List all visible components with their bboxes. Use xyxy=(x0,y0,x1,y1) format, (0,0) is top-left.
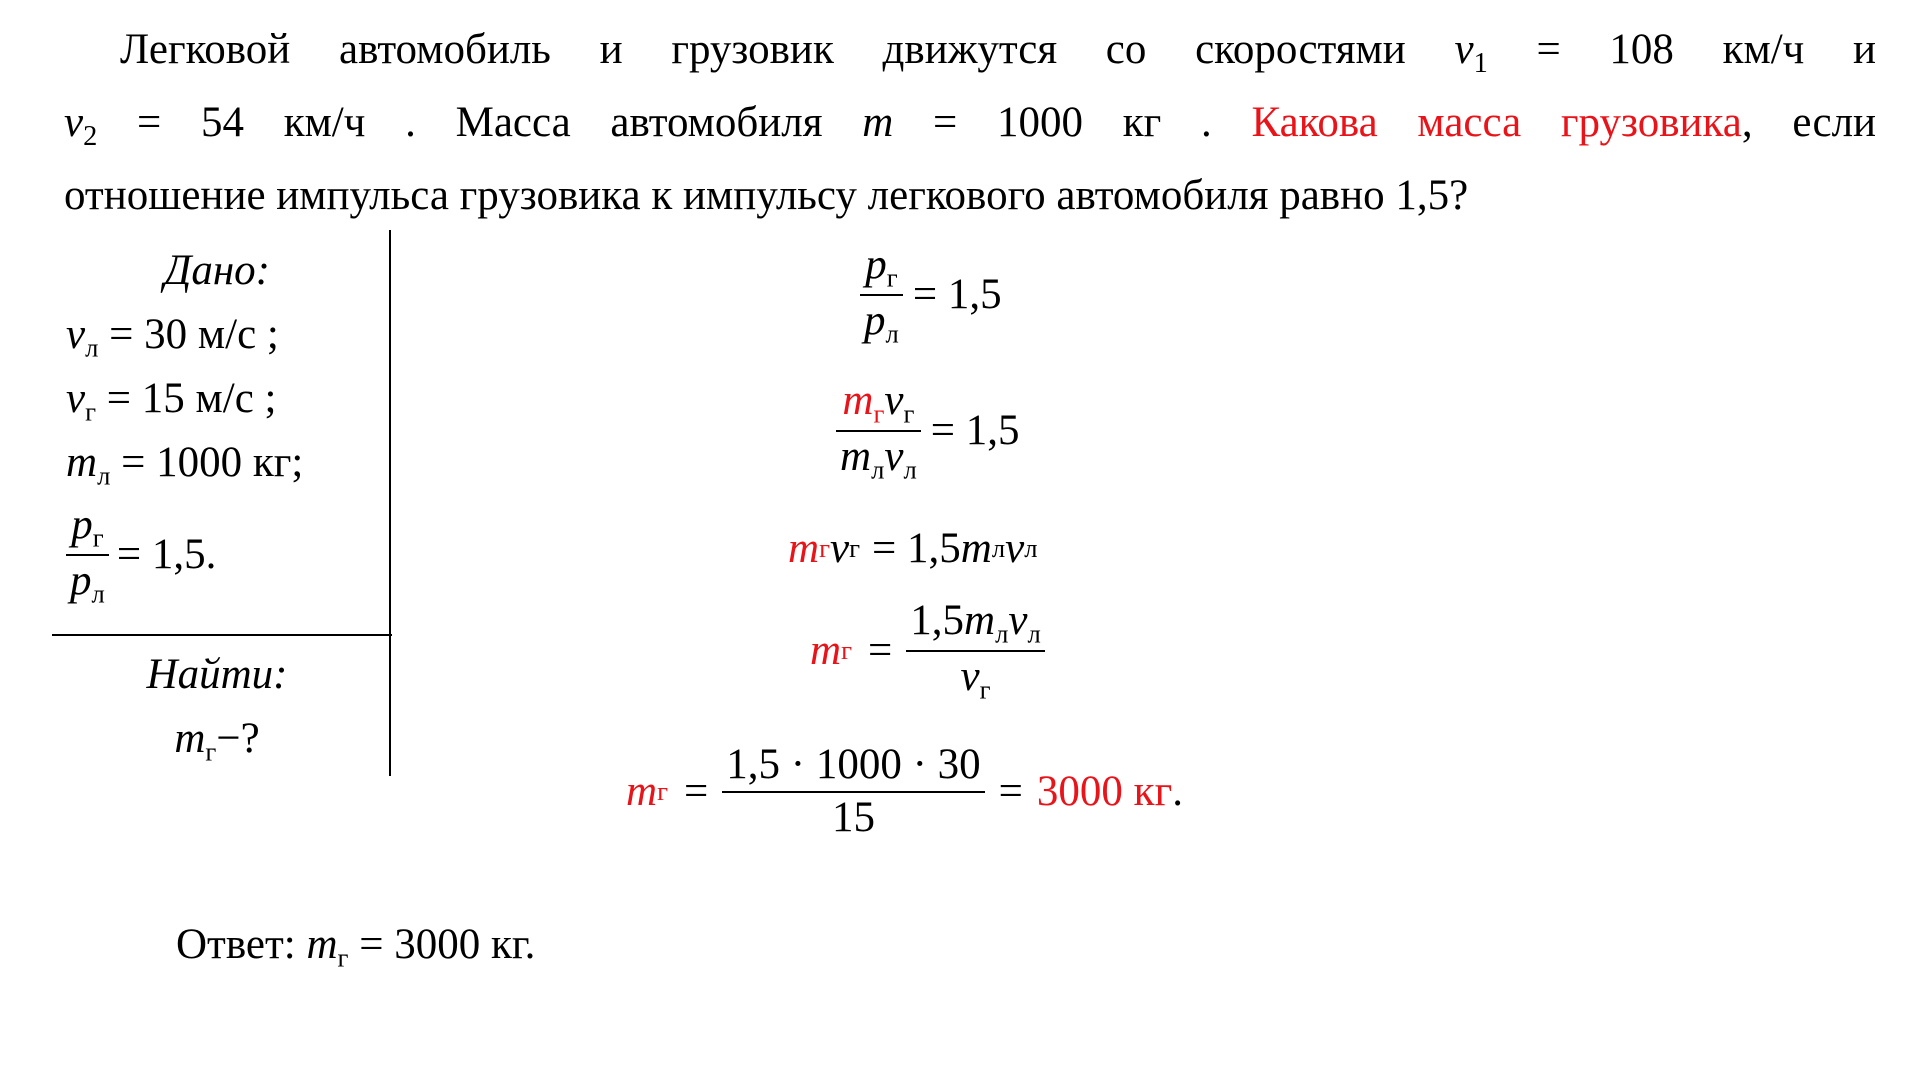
given-vertical-divider xyxy=(389,230,391,776)
eq4-m-subscript: г xyxy=(841,635,852,666)
find-item xyxy=(52,714,382,768)
conjunction: и xyxy=(1853,26,1877,73)
eq2-den-v-subscript: л xyxy=(903,454,917,485)
eq5-numerator: 1,5 · 1000 · 30 xyxy=(726,741,981,788)
eq5-fraction xyxy=(722,740,984,843)
v1-value: = 108 км/ч xyxy=(1536,26,1805,73)
answer-label: Ответ: xyxy=(176,921,296,968)
equation-5 xyxy=(626,740,1183,843)
question-highlight: Какова масса грузовика xyxy=(1251,99,1742,147)
v1-symbol: v xyxy=(1454,26,1474,73)
problem-line-3: отношение импульса грузовика к импульсу легкового автомобиля равно 1,5? xyxy=(64,172,1469,220)
v1-subscript: 1 xyxy=(1473,48,1488,80)
given-ratio-num-symbol: p xyxy=(71,501,93,548)
equation-2 xyxy=(836,376,1020,486)
eq3-equals: = 1,5 xyxy=(872,525,961,572)
eq3-v2-symbol: v xyxy=(1005,525,1025,572)
eq2-num-m-subscript: г xyxy=(873,398,885,429)
question-continuation: , если xyxy=(1741,99,1877,147)
given-v-l-subscript: л xyxy=(85,332,99,363)
given-ratio-den-symbol: p xyxy=(70,556,92,604)
eq2-den-m-subscript: л xyxy=(871,454,885,485)
m-symbol: m xyxy=(862,99,894,147)
eq3-m2-subscript: л xyxy=(991,533,1006,563)
given-title: Дано: xyxy=(163,247,270,294)
find-symbol: m xyxy=(174,715,206,762)
eq4-den-v-symbol: v xyxy=(960,652,980,700)
eq5-period: . xyxy=(1172,768,1183,816)
given-v-g xyxy=(66,374,276,428)
eq2-rhs: = 1,5 xyxy=(930,407,1020,455)
answer-m-subscript: г xyxy=(337,942,349,973)
eq3-m-subscript: г xyxy=(819,533,830,563)
eq5-m-symbol: m xyxy=(626,768,658,816)
answer-value: = 3000 кг. xyxy=(359,921,536,968)
eq2-num-m-symbol: m xyxy=(842,377,874,424)
eq1-num-symbol: p xyxy=(865,241,887,288)
eq3-m2-symbol: m xyxy=(960,525,992,572)
mass-text: Масса автомобиля xyxy=(455,99,823,147)
eq2-den-v-symbol: v xyxy=(884,432,904,480)
answer-m-symbol: m xyxy=(306,921,338,968)
eq2-den-m-symbol: m xyxy=(840,432,872,480)
find-subscript: г xyxy=(205,736,217,767)
eq5-result: 3000 кг xyxy=(1036,768,1173,816)
eq1-num-subscript: г xyxy=(886,262,898,293)
eq4-num-coef: 1,5 xyxy=(910,597,965,644)
v2-subscript: 2 xyxy=(83,121,98,153)
problem-line-2 xyxy=(64,93,1876,166)
eq3-v-symbol: v xyxy=(830,525,850,572)
given-m-l-subscript: л xyxy=(97,460,111,491)
eq4-num-m-symbol: m xyxy=(964,597,996,644)
given-v-g-subscript: г xyxy=(85,396,97,427)
eq5-equals: = xyxy=(684,768,709,816)
given-v-l-value: = 30 м/с ; xyxy=(109,311,279,358)
given-horizontal-divider xyxy=(52,634,392,636)
eq1-den-subscript: л xyxy=(885,318,899,349)
given-m-l xyxy=(66,438,303,492)
given-ratio-value: = 1,5. xyxy=(116,531,217,579)
eq1-rhs: = 1,5 xyxy=(912,271,1002,319)
eq4-m-symbol: m xyxy=(810,627,842,675)
problem-text-speeds: Легковой автомобиль и грузовик движутся со скоростями xyxy=(120,26,1406,73)
eq3-v-subscript: г xyxy=(849,533,861,563)
eq2-num-v-symbol: v xyxy=(884,377,904,424)
problem-statement xyxy=(64,20,1876,225)
eq4-fraction xyxy=(906,596,1045,706)
eq2-num-v-subscript: г xyxy=(903,398,915,429)
equation-1 xyxy=(860,240,1002,350)
eq4-den-v-subscript: г xyxy=(979,674,991,705)
given-ratio-den-subscript: л xyxy=(91,578,105,609)
given-ratio-num-subscript: г xyxy=(92,522,104,553)
eq4-num-v-subscript: л xyxy=(1027,618,1041,649)
v2-value: = 54 км/ч . xyxy=(137,99,416,147)
answer xyxy=(176,920,535,974)
eq3-m-symbol: m xyxy=(788,525,820,572)
m-value: = 1000 кг . xyxy=(933,99,1212,147)
eq4-num-m-subscript: л xyxy=(995,618,1009,649)
eq3-v2-subscript: л xyxy=(1024,533,1038,563)
given-v-g-symbol: v xyxy=(66,375,86,422)
given-block xyxy=(52,230,392,776)
equation-3 xyxy=(788,524,1038,573)
given-m-l-symbol: m xyxy=(66,439,98,486)
problem-line-1 xyxy=(64,20,1876,93)
find-suffix: −? xyxy=(216,715,260,762)
equation-4 xyxy=(810,596,1045,706)
given-v-g-value: = 15 м/с ; xyxy=(106,375,277,422)
eq5-m-subscript: г xyxy=(657,776,668,807)
eq2-fraction xyxy=(836,376,921,486)
v2-symbol: v xyxy=(64,99,84,147)
given-ratio-fraction xyxy=(66,500,109,610)
given-v-l xyxy=(66,310,279,364)
given-m-l-value: = 1000 кг; xyxy=(121,439,304,486)
eq5-equals-2: = xyxy=(998,768,1023,816)
eq4-num-v-symbol: v xyxy=(1008,597,1028,644)
eq1-den-symbol: p xyxy=(864,296,886,344)
find-title: Найти: xyxy=(146,651,288,698)
given-ratio xyxy=(66,500,216,610)
eq1-fraction xyxy=(860,240,903,350)
eq5-denominator: 15 xyxy=(831,793,875,841)
eq4-equals: = xyxy=(868,627,893,675)
given-v-l-symbol: v xyxy=(66,311,86,358)
